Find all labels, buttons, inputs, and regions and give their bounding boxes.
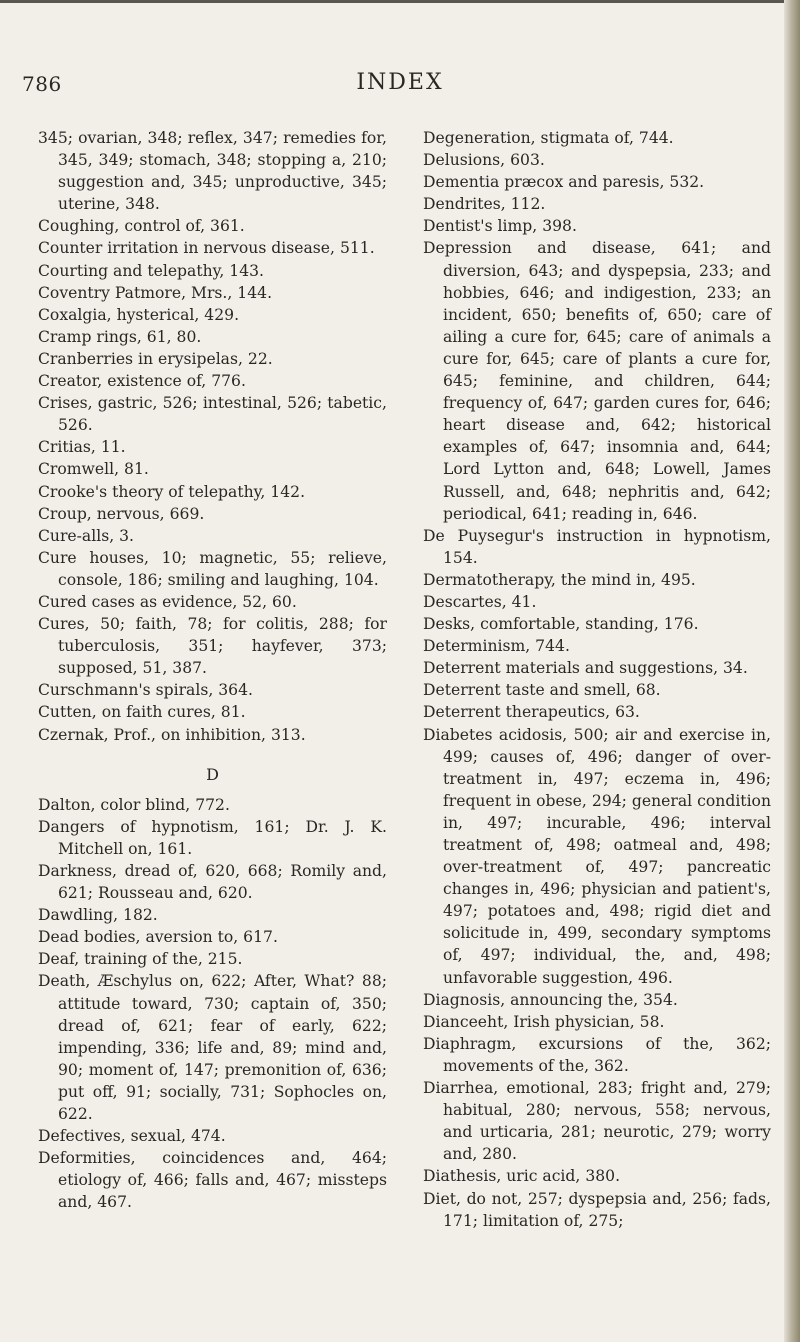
index-entry: Cure-alls, 3. [38, 526, 134, 545]
index-entry: Czernak, Prof., on inhibition, 313. [38, 725, 306, 744]
index-entry: Deaf, training of the, 215. [38, 950, 243, 969]
index-entry: Dentist's limp, 398. [423, 217, 577, 236]
index-entry: Curschmann's spirals, 364. [38, 681, 253, 700]
index-entry: Courting and telepathy, 143. [38, 261, 265, 280]
left-column [38, 127, 387, 1214]
index-entry: Cured cases as evidence, 52, 60. [38, 592, 297, 611]
index-entry: Dalton, color blind, 772. [38, 795, 230, 814]
index-entry: Coventry Patmore, Mrs., 144. [38, 283, 273, 302]
index-entry: Diet, do not, 257; dyspepsia and, 256; fads, 171; limitation of, 275; [423, 1189, 771, 1230]
index-entry: Dead bodies, aversion to, 617. [38, 928, 278, 947]
index-entry: Determinism, 744. [423, 637, 570, 656]
index-entry: Critias, 11. [38, 438, 126, 457]
index-entry: Diaphragm, excursions of the, 362; movements of the, 362. [423, 1034, 771, 1075]
index-entry: Dementia præcox and paresis, 532. [423, 173, 705, 192]
index-entry: Desks, comfortable, standing, 176. [423, 615, 699, 634]
index-entry: Diagnosis, announcing the, 354. [423, 990, 678, 1009]
index-entry: Depression and disease, 641; and diversion, 643; and dyspepsia, 233; and hobbies, 646; and indigestion, 233; an incident, 650; benefits of, 650; care of ailing a cure for, 645; care of animals a cure for, 645; care of plants a cure for, 645; feminine, and children, 644; frequency of, 647; garden cures for, 646; heart disease and, 642; historical examples of, 647; insomnia and, 644; Lord Lytton and, 648; Lowell, James Russell, and, 648; nephritis and, 642; periodical, 641; reading in, 646. [423, 239, 771, 523]
index-entry: Counter irritation in nervous disease, 511. [38, 239, 375, 258]
index-entry: Dermatotherapy, the mind in, 495. [423, 570, 696, 589]
index-entry: Darkness, dread of, 620, 668; Romily and, 621; Rousseau and, 620. [38, 862, 387, 903]
page-number: 786 [22, 72, 62, 96]
index-entry: Diathesis, uric acid, 380. [423, 1167, 621, 1186]
index-entry: Degeneration, stigmata of, 744. [423, 129, 674, 147]
index-entry: Deterrent taste and smell, 68. [423, 681, 661, 700]
index-entry: De Puysegur's instruction in hypnotism, 154. [423, 526, 771, 567]
top-rule [0, 0, 800, 3]
index-entry: Dawdling, 182. [38, 906, 158, 925]
index-entry: Cutten, on faith cures, 81. [38, 703, 246, 722]
index-entry: 345; ovarian, 348; reflex, 347; remedies for, 345, 349; stomach, 348; stopping a, 210; suggestion and, 345; unproductive, 345; uterine, 348. [38, 129, 387, 214]
index-entry: Deformities, coincidences and, 464; etiology of, 466; falls and, 467; missteps and, 467. [38, 1149, 387, 1212]
left-entries-d [38, 794, 387, 1214]
index-entry: Death, Æschylus on, 622; After, What? 88; attitude toward, 730; captain of, 350; dread of, 621; fear of early, 622; impending, 336; life and, 89; mind and, 90; moment of, 147; premonition of, 636; put off, 91; socially, 731; Sophocles on, 622. [38, 972, 387, 1124]
index-entry: Dangers of hypnotism, 161; Dr. J. K. Mitchell on, 161. [38, 817, 387, 858]
index-entry: Crooke's theory of telepathy, 142. [38, 482, 306, 501]
index-entry: Deterrent therapeutics, 63. [423, 703, 640, 722]
index-entry: Descartes, 41. [423, 592, 537, 611]
index-entry: Coughing, control of, 361. [38, 217, 245, 236]
index-entry: Dianceeht, Irish physician, 58. [423, 1012, 665, 1031]
right-entries [423, 127, 771, 1232]
index-entry: Diarrhea, emotional, 283; fright and, 279; habitual, 280; nervous, 558; nervous, and urticaria, 281; neurotic, 279; worry and, 280. [423, 1079, 771, 1164]
index-entry: Deterrent materials and suggestions, 34. [423, 659, 748, 678]
index-entry: Delusions, 603. [423, 151, 545, 170]
index-entry: Defectives, sexual, 474. [38, 1127, 226, 1146]
page-edge-shadow [784, 0, 800, 1342]
index-entry: Cure houses, 10; magnetic, 55; relieve, console, 186; smiling and laughing, 104. [38, 548, 387, 589]
index-entry: Cromwell, 81. [38, 460, 149, 479]
running-head: INDEX [356, 70, 444, 95]
right-column [423, 127, 771, 1232]
index-entry: Creator, existence of, 776. [38, 372, 246, 391]
left-entries [38, 127, 387, 746]
index-entry: Diabetes acidosis, 500; air and exercise in, 499; causes of, 496; danger of over-treatment in, 497; eczema in, 496; frequent in obese, 294; general condition in, 497; incurable, 496; interval treatment of, 498; oatmeal and, 498; over-treatment of, 497; pancreatic changes in, 496; physician and patient's, 497; potatoes and, 498; rigid diet and solicitude in, 499, secondary symptoms of, 497; individual, the, and, 498; unfavorable suggestion, 496. [423, 725, 771, 987]
index-entry: Cures, 50; faith, 78; for colitis, 288; for tuberculosis, 351; hayfever, 373; supposed, 51, 387. [38, 615, 387, 678]
index-entry: Dendrites, 112. [423, 195, 546, 214]
section-letter: D [206, 764, 219, 784]
index-entry: Croup, nervous, 669. [38, 504, 205, 523]
index-entry: Coxalgia, hysterical, 429. [38, 305, 240, 324]
index-entry: Crises, gastric, 526; intestinal, 526; tabetic, 526. [38, 394, 387, 435]
index-entry: Cramp rings, 61, 80. [38, 327, 202, 346]
index-entry: Cranberries in erysipelas, 22. [38, 349, 273, 368]
